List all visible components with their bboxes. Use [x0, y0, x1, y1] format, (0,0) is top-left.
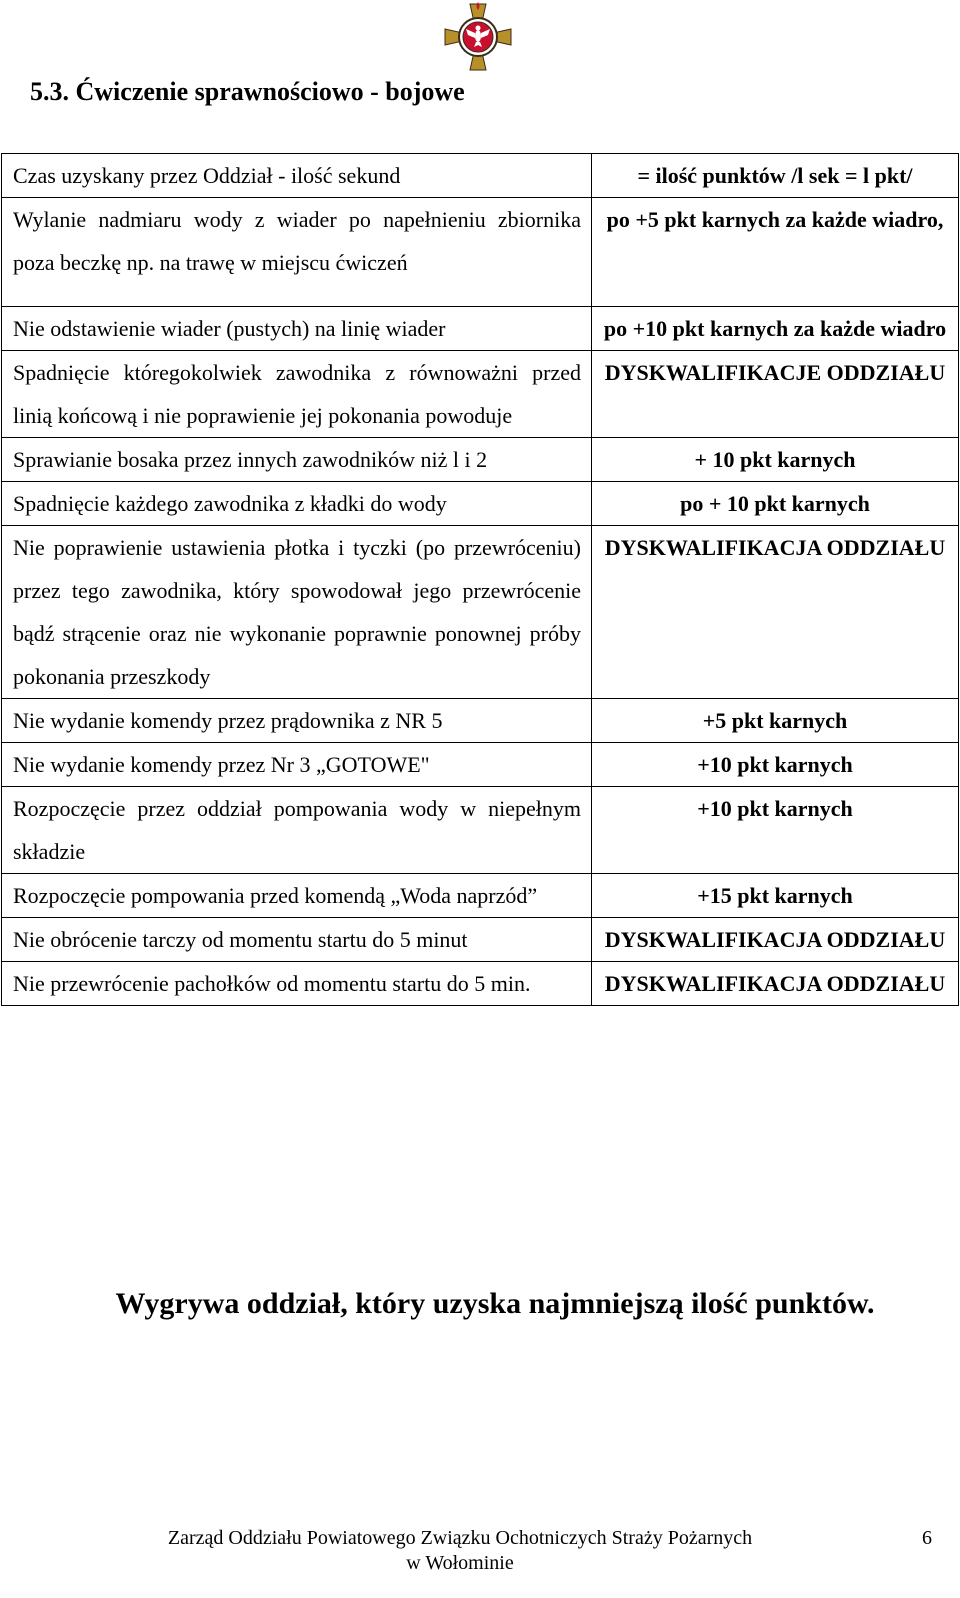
rule-description: Nie wydanie komendy przez Nr 3 „GOTOWE": [2, 743, 592, 787]
rule-description: Nie wydanie komendy przez prądownika z NR 5: [2, 699, 592, 743]
rule-penalty: +15 pkt karnych: [592, 874, 959, 918]
rule-penalty: = ilość punktów /l sek = l pkt/: [592, 154, 959, 198]
winner-note: Wygrywa oddział, który uzyska najmniejszą ilość punktów.: [115, 1287, 875, 1320]
rule-penalty: + 10 pkt karnych: [592, 438, 959, 482]
table-row: [2, 482, 959, 526]
rule-penalty: po + 10 pkt karnych: [592, 482, 959, 526]
rule-description: Spadnięcie każdego zawodnika z kładki do wody: [2, 482, 592, 526]
rule-penalty: +10 pkt karnych: [592, 787, 959, 874]
table-row: [2, 787, 959, 874]
table-row: [2, 918, 959, 962]
table-row: [2, 351, 959, 438]
table-row: [2, 526, 959, 699]
rule-description: Rozpoczęcie przez oddział pompowania wody w niepełnym składzie: [2, 787, 592, 874]
rule-description: Sprawianie bosaka przez innych zawodników niż l i 2: [2, 438, 592, 482]
section-title: 5.3. Ćwiczenie sprawnościowo - bojowe: [30, 77, 465, 106]
page-number: 6: [922, 1527, 932, 1549]
table-row: [2, 307, 959, 351]
rule-description: Wylanie nadmiaru wody z wiader po napełnieniu zbiornika poza beczkę np. na trawę w miejscu ćwiczeń: [2, 198, 592, 307]
rule-description: Nie przewrócenie pachołków od momentu startu do 5 min.: [2, 962, 592, 1006]
rule-description: Nie poprawienie ustawienia płotka i tyczki (po przewróceniu) przez tego zawodnika, który spowodował jego przewrócenie bądź strącenie oraz nie wykonanie poprawnie ponownej próby pokonania przeszkody: [2, 526, 592, 699]
rule-penalty: DYSKWALIFIKACJA ODDZIAŁU: [592, 962, 959, 1006]
footer-location: w Wołominie: [406, 1552, 514, 1574]
table-row: [2, 743, 959, 787]
rule-penalty: +5 pkt karnych: [592, 699, 959, 743]
fire-brigade-emblem-icon: [443, 2, 513, 72]
rule-description: Nie odstawienie wiader (pustych) na linię wiader: [2, 307, 592, 351]
rule-description: Rozpoczęcie pompowania przed komendą „Woda naprzód”: [2, 874, 592, 918]
footer-organization: Zarząd Oddziału Powiatowego Związku Ochotniczych Straży Pożarnych: [167, 1527, 753, 1549]
table-row: [2, 154, 959, 198]
rule-penalty: DYSKWALIFIKACJA ODDZIAŁU: [592, 918, 959, 962]
penalty-rules-table: [1, 153, 959, 1006]
rule-penalty: DYSKWALIFIKACJA ODDZIAŁU: [592, 526, 959, 699]
rule-penalty: DYSKWALIFIKACJE ODDZIAŁU: [592, 351, 959, 438]
rule-description: Czas uzyskany przez Oddział - ilość sekund: [2, 154, 592, 198]
rule-description: Nie obrócenie tarczy od momentu startu do 5 minut: [2, 918, 592, 962]
table-row: [2, 874, 959, 918]
rule-description: Spadnięcie któregokolwiek zawodnika z równoważni przed linią końcową i nie poprawienie jej pokonania powoduje: [2, 351, 592, 438]
rule-penalty: +10 pkt karnych: [592, 743, 959, 787]
rule-penalty: po +10 pkt karnych za każde wiadro: [592, 307, 959, 351]
page-footer: [120, 1526, 800, 1576]
table-row: [2, 198, 959, 307]
table-row: [2, 438, 959, 482]
rule-penalty: po +5 pkt karnych za każde wiadro,: [592, 198, 959, 307]
table-row: [2, 962, 959, 1006]
table-row: [2, 699, 959, 743]
